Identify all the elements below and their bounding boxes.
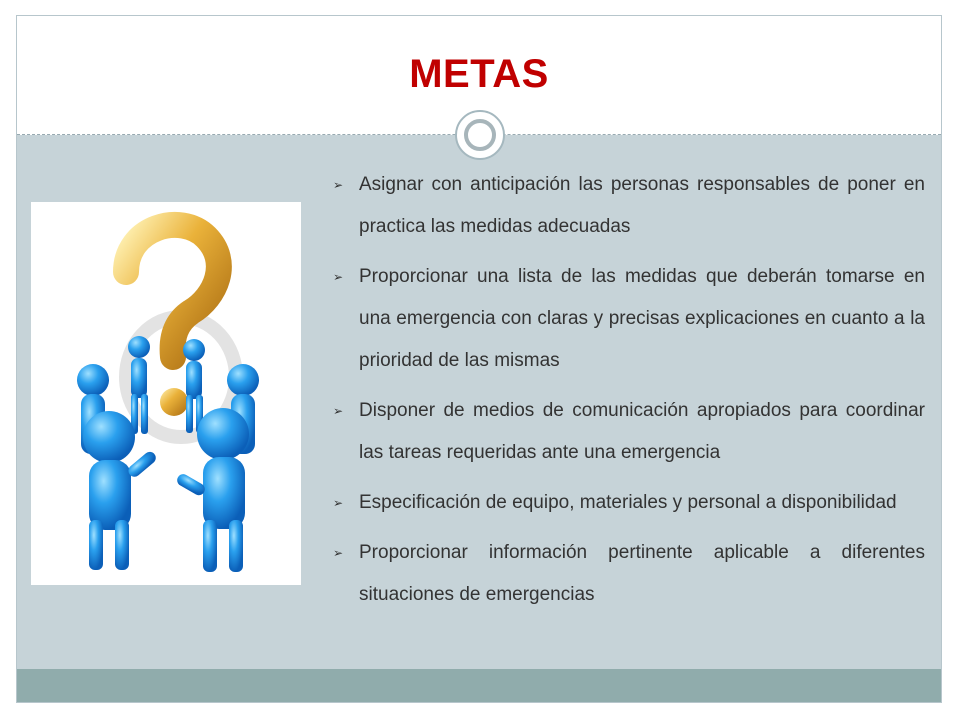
circle-ornament-icon: [455, 110, 505, 160]
list-item: [333, 256, 925, 382]
bullet-arrow-icon: ➢: [333, 546, 344, 560]
bullet-arrow-icon: ➢: [333, 496, 344, 510]
bullet-text: Proporcionar información pertinente aplicable a diferentes situaciones de emergencias: [359, 542, 925, 605]
bullet-arrow-icon: ➢: [333, 178, 344, 192]
bullet-text: Disponer de medios de comunicación apropiados para coordinar las tareas requeridas ante una emergencia: [359, 400, 925, 463]
list-item: [333, 390, 925, 474]
footer-band: [17, 669, 941, 703]
bullet-arrow-icon: ➢: [333, 270, 344, 284]
list-item: [333, 482, 925, 524]
bullet-text: Especificación de equipo, materiales y personal a disponibilidad: [359, 492, 897, 513]
slide: [16, 15, 942, 703]
bullet-text: Asignar con anticipación las personas responsables de poner en practica las medidas adecuadas: [359, 174, 925, 237]
bullet-list: [333, 164, 925, 624]
bullet-text: Proporcionar una lista de las medidas que deberán tomarse en una emergencia con claras y precisas explicaciones en cuanto a la prioridad de las mismas: [359, 266, 925, 371]
list-item: [333, 532, 925, 616]
slide-title: METAS: [409, 52, 549, 96]
list-item: [333, 164, 925, 248]
bullet-arrow-icon: ➢: [333, 404, 344, 418]
question-mark-people-icon: [31, 202, 301, 585]
question-mark-people-image: [31, 202, 301, 585]
